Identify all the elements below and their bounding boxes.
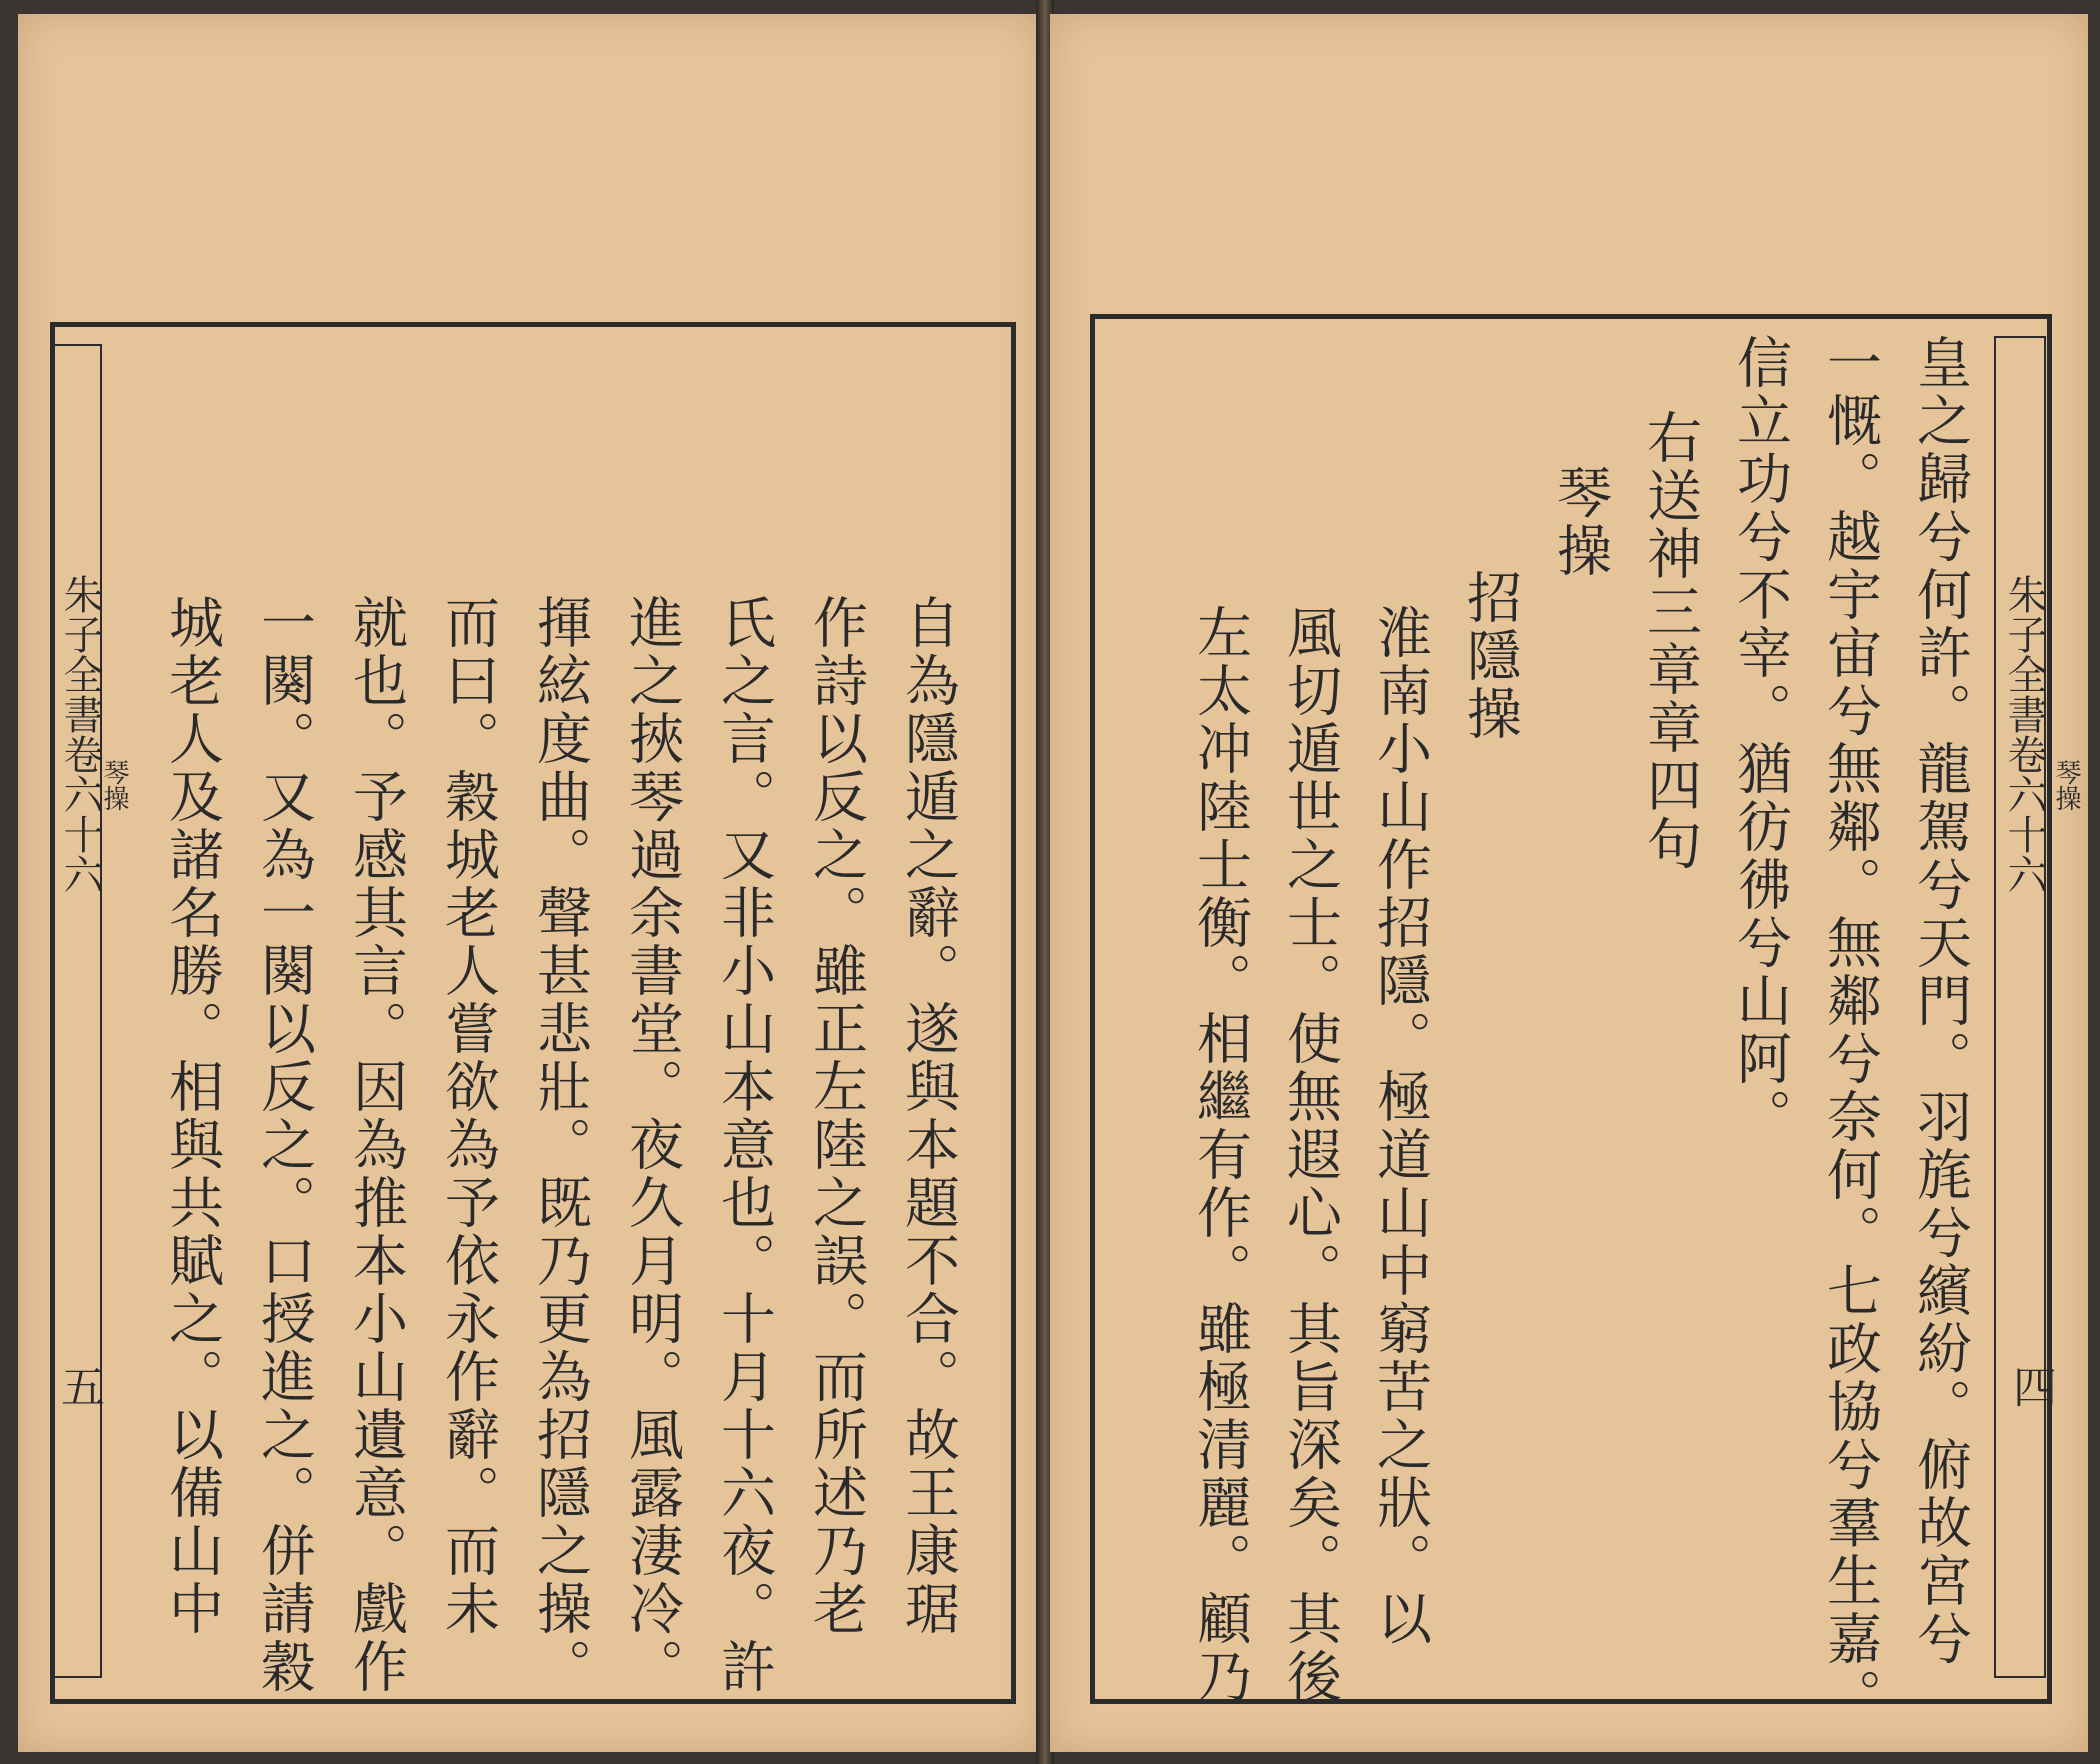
right-column-8: 風切遁世之士。使無遐心。其旨深矣。其後 <box>1278 604 1342 1706</box>
right-column-2: 一慨。越宇宙兮無鄰。無鄰兮奈何。七政協兮羣生嘉。 <box>1818 334 1882 1726</box>
right-page <box>1050 14 2088 1752</box>
right-column-4: 右送神三章章四句 <box>1638 409 1702 873</box>
left-tablet-border <box>50 344 102 1678</box>
right-column-5: 琴操 <box>1548 464 1612 580</box>
right-column-6: 招隱操 <box>1458 569 1522 743</box>
left-page-number: 五 <box>53 1364 104 1408</box>
left-column-6: 而曰。穀城老人嘗欲為予依永作辭。而未 <box>436 594 500 1638</box>
left-page <box>18 14 1040 1752</box>
left-column-9: 城老人及諸名勝。相與共賦之。以備山中 <box>160 594 224 1638</box>
left-tablet-title: 朱子全書卷六十六 <box>57 574 103 894</box>
right-column-3: 信立功兮不宰。猶彷彿兮山阿。 <box>1728 334 1792 1146</box>
left-column-7: 就也。予感其言。因為推本小山遺意。戲作 <box>344 594 408 1696</box>
right-column-7: 淮南小山作招隱。極道山中窮苦之狀。以 <box>1368 604 1432 1648</box>
right-column-9: 左太冲陸士衡。相繼有作。雖極清麗。顧乃 <box>1188 604 1252 1706</box>
left-tablet-section: 琴操 <box>99 759 129 811</box>
left-column-8: 一闋。又為一闋以反之。口授進之。併請穀 <box>252 594 316 1696</box>
right-page-number: 四 <box>2005 1364 2056 1408</box>
left-column-4: 進之挾琴過余書堂。夜久月明。風露淒冷。 <box>620 594 684 1696</box>
left-column-1: 自為隱遁之辭。遂與本題不合。故王康琚 <box>896 594 960 1638</box>
left-column-2: 作詩以反之。雖正左陸之誤。而所述乃老 <box>804 594 868 1638</box>
left-column-5: 揮絃度曲。聲甚悲壯。既乃更為招隱之操。 <box>528 594 592 1696</box>
right-tablet-section: 琴操 <box>2051 759 2081 811</box>
right-column-1: 皇之歸兮何許。龍駕兮天門。羽旄兮繽紛。俯故宮兮 <box>1908 334 1972 1668</box>
right-tablet-title: 朱子全書卷六十六 <box>2001 574 2047 894</box>
right-tablet-border <box>1994 336 2046 1678</box>
left-column-3: 氏之言。又非小山本意也。十月十六夜。許 <box>712 594 776 1696</box>
